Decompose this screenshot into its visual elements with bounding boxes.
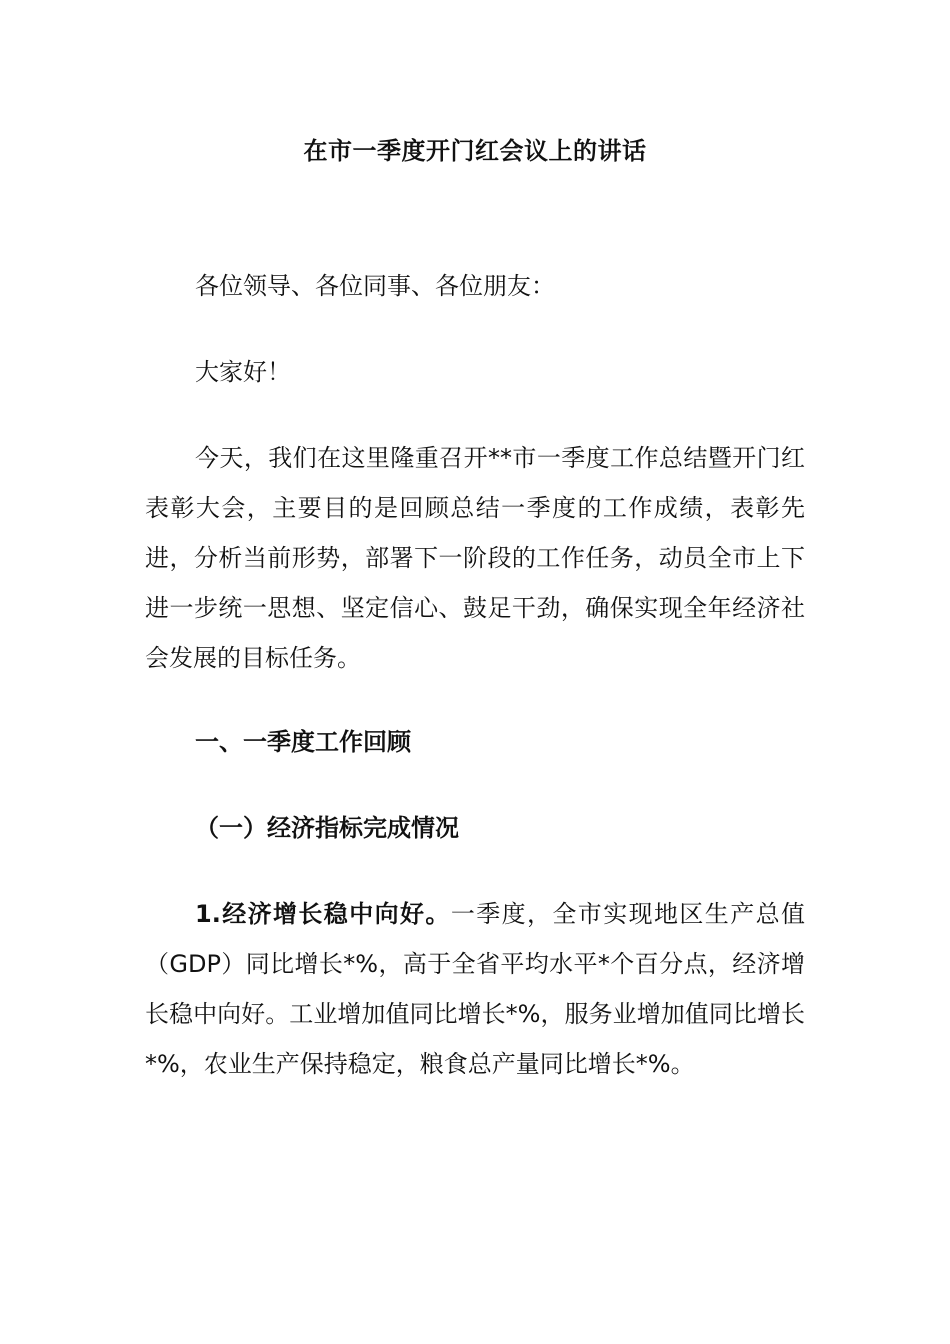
greeting-paragraph: 各位领导、各位同事、各位朋友： (195, 272, 555, 300)
item-paragraph (145, 889, 805, 1089)
item-lead: 1.经济增长稳中向好。 (195, 900, 451, 928)
subsection-heading: （一）经济指标完成情况 (195, 814, 459, 842)
hello-paragraph: 大家好！ (195, 358, 291, 386)
item-body: 一季度，全市实现地区生产总值（GDP）同比增长*%，高于全省平均水平*个百分点，经济增长稳中向好。工业增加值同比增长*%，服务业增加值同比增长*%，农业生产保持稳定，粮食总产量同比增长*%。 (145, 900, 805, 1078)
intro-paragraph: 今天，我们在这里隆重召开**市一季度工作总结暨开门红表彰大会，主要目的是回顾总结一季度的工作成绩，表彰先进，分析当前形势，部署下一阶段的工作任务，动员全市上下进一步统一思想、坚定信心、鼓足干劲，确保实现全年经济社会发展的目标任务。 (145, 444, 805, 672)
document-title: 在市一季度开门红会议上的讲话 (303, 137, 647, 165)
section-heading: 一、一季度工作回顾 (195, 728, 411, 756)
